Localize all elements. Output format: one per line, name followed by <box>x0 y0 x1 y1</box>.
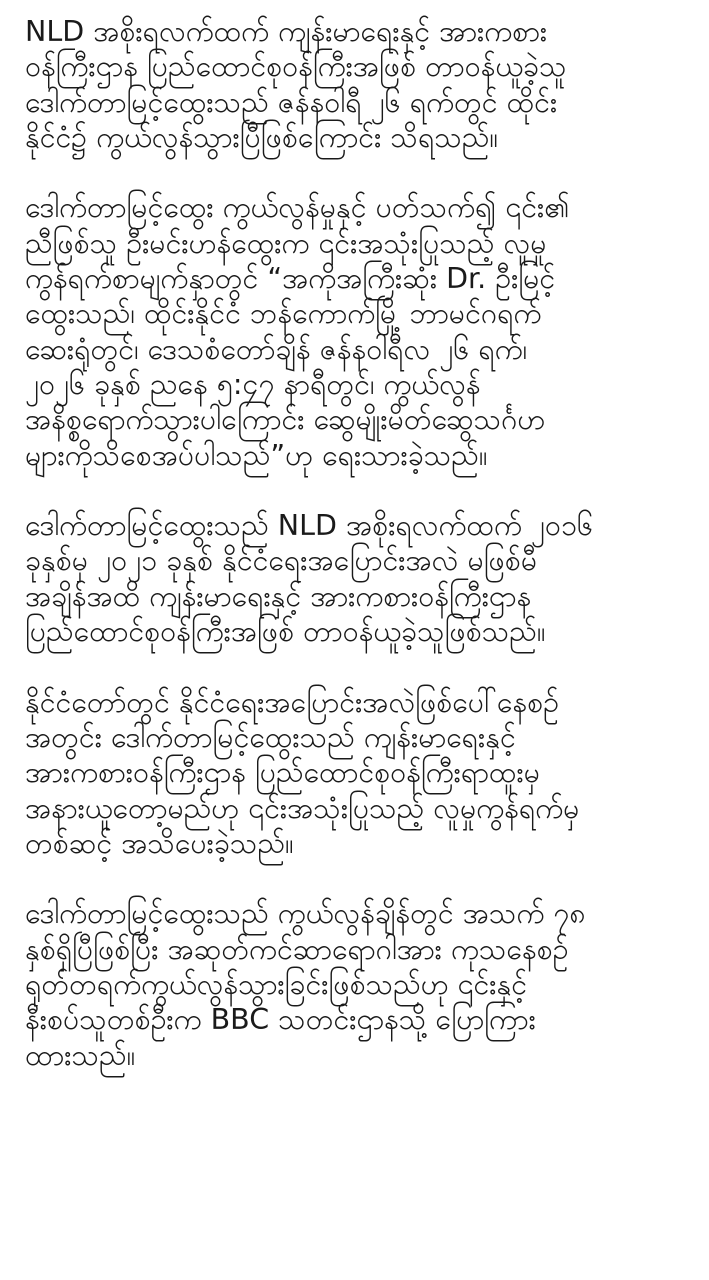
paragraph-2 <box>25 190 705 472</box>
text-line: တစ်ဆင့် အသိပေးခဲ့သည်။ <box>25 826 294 860</box>
text-line: အားကစားဝန်ကြီးဌာန ပြည်ထောင်စုဝန်ကြီးရာထူးမှ <box>25 756 540 790</box>
text-line: ရုတ်တရက်ကွယ်လွန်သွားခြင်းဖြစ်သည်ဟု ၎င်းနှင့် <box>25 968 528 1002</box>
text-line: ကွန်ရက်စာမျက်နှာတွင် “အကိုအကြီးဆုံး Dr. ဦးမြင့် <box>25 262 556 296</box>
text-line: နီးစပ်သူတစ်ဦးက BBC သတင်းဌာနသို့ ပြောကြား <box>25 1003 536 1037</box>
text-line: ဒေါက်တာမြင့်ထွေးသည် ဇန်နဝါရီ ၂၆ ရက်တွင် ထိုင်း <box>25 85 558 119</box>
text-line: ဆေးရုံတွင်၊ ဒေသစံတော်ချိန် ဇန်နဝါရီလ ၂၆ ရက်၊ <box>25 332 528 366</box>
text-line: ညီဖြစ်သူ ဦးမင်းဟန်ထွေးက ၎င်းအသုံးပြုသည့် လူမှု <box>25 226 547 260</box>
text-line: ဒေါက်တာမြင့်ထွေးသည် ကွယ်လွန်ချိန်တွင် အသက် ၇၈ <box>25 897 586 931</box>
text-line: အချိန်အထိ ကျန်းမာရေးနှင့် အားကစားဝန်ကြီးဌာန <box>25 579 532 613</box>
text-line: နှစ်ရှိပြီဖြစ်ပြီး အဆုတ်ကင်ဆာရောဂါအား ကုသနေစဉ် <box>25 932 569 966</box>
text-line: အတွင်း ဒေါက်တာမြင့်ထွေးသည် ကျန်းမာရေးနှင့် <box>25 720 516 754</box>
text-line: ဒေါက်တာမြင့်ထွေး ကွယ်လွန်မှုနှင့် ပတ်သက်၍ ၎င်း၏ <box>25 191 570 225</box>
text-line: ထွေးသည်၊ ထိုင်းနိုင်ငံ ဘန်ကောက်မြို့ ဘာမင်ဂရက် <box>25 297 542 331</box>
paragraph-1 <box>25 14 705 155</box>
text-line: ပြည်ထောင်စုဝန်ကြီးအဖြစ် တာဝန်ယူခဲ့သူဖြစ်သည်။ <box>25 615 546 649</box>
paragraph-5 <box>25 896 705 1072</box>
text-line: နိုင်ငံတော်တွင် နိုင်ငံရေးအပြောင်းအလဲဖြစ်ပေါ်နေစဉ် <box>25 685 559 719</box>
text-line: ၂၀၂၆ ခုနှစ် ညနေ ၅:၄၇ နာရီတွင်၊ ကွယ်လွန် <box>25 367 481 401</box>
text-line: များကိုသိစေအပ်ပါသည်”ဟု ရေးသားခဲ့သည်။ <box>25 438 488 472</box>
text-line: ဝန်ကြီးဌာန ပြည်ထောင်စုဝန်ကြီးအဖြစ် တာဝန်ယူခဲ့သူ <box>25 50 567 84</box>
text-line: NLD အစိုးရလက်ထက် ကျန်းမာရေးနှင့် အားကစား <box>25 15 548 48</box>
text-line: အနိစ္စရောက်သွားပါကြောင်း ဆွေမျိုးမိတ်ဆွေသင်္ဂဟ <box>25 403 546 437</box>
text-line: ထားသည်။ <box>25 1038 136 1072</box>
article-body <box>25 14 705 1108</box>
text-line: ဒေါက်တာမြင့်ထွေးသည် NLD အစိုးရလက်ထက် ၂၀၁၆ <box>25 509 594 543</box>
text-line: ခုနှစ်မှ ၂၀၂၁ ခုနှစ် နိုင်ငံရေးအပြောင်းအလဲ မဖြစ်မီ <box>25 544 538 578</box>
text-line: အနားယူတော့မည်ဟု ၎င်းအသုံးပြုသည့် လူမှုကွန်ရက်မှ <box>25 791 580 825</box>
paragraph-4 <box>25 685 705 861</box>
paragraph-3 <box>25 508 705 649</box>
text-line: နိုင်ငံ၌ ကွယ်လွန်သွားပြီဖြစ်ကြောင်း သိရသည်။ <box>25 120 499 154</box>
